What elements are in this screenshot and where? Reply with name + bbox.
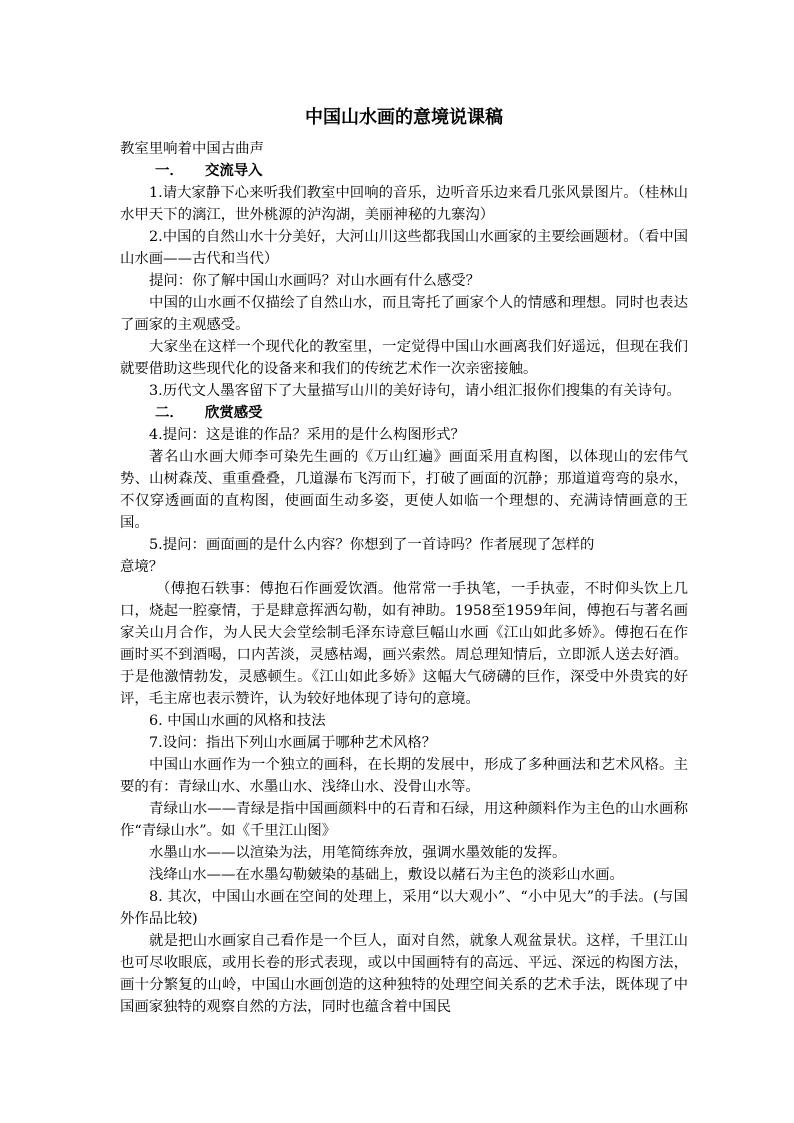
document-body xyxy=(120,138,688,1018)
document-title: 中国山水画的意境说课稿 xyxy=(305,107,503,128)
paragraph: 就是把山水画家自己看作是一个巨人，面对自然，就象人观盆景状。这样，千里江山也可尽收眼底，或用长卷的形式表现，或以中国画特有的高远、平远、深远的构图方法，画十分繁复的山岭，中国山水画创造的这种独特的处理空间关系的艺术手法，既体现了中国画家独特的观察自然的方法，同时也蕴含着中国民 xyxy=(120,933,688,1015)
section-heading-3: 6. 中国山水画的风格和技法 xyxy=(149,713,326,729)
paragraph-intro: 教室里响着中国古曲声 xyxy=(120,141,264,157)
paragraph: 中国山水画作为一个独立的画科，在长期的发展中，形成了多种画法和艺术风格。主要的有：青绿山水、水墨山水、浅绛山水、没骨山水等。 xyxy=(120,757,688,795)
section-number: 二． xyxy=(155,404,184,421)
section-heading-1 xyxy=(120,160,688,182)
paragraph: 浅绛山水——在水墨勾勒皴染的基础上，敷设以赭石为主色的淡彩山水画。 xyxy=(149,867,624,883)
paragraph: 5.提问：画面画的是什么内容？你想到了一首诗吗？作者展现了怎样的 xyxy=(149,537,595,553)
section-number: 一． xyxy=(155,162,184,179)
section-heading-2 xyxy=(120,402,688,424)
section-title: 交流导入 xyxy=(205,162,263,179)
paragraph: 4.提问：这是谁的作品？采用的是什么构图形式？ xyxy=(149,427,465,443)
paragraph: 1.请大家静下心来听我们教室中回响的音乐，边听音乐边来看几张风景图片。（桂林山水甲天下的漓江，世外桃源的泸沟湖，美丽神秘的九寨沟） xyxy=(120,185,688,223)
paragraph: 中国的山水画不仅描绘了自然山水，而且寄托了画家个人的情感和理想。同时也表达了画家的主观感受。 xyxy=(120,295,688,333)
section-title: 欣赏感受 xyxy=(205,404,263,421)
paragraph: 青绿山水——青绿是指中国画颜料中的石青和石绿，用这种颜料作为主色的山水画称作“青绿山水”。如《千里江山图》 xyxy=(120,801,688,839)
paragraph: 水墨山水——以渲染为法，用笔简练奔放，强调水墨效能的发挥。 xyxy=(149,845,567,861)
paragraph: 8. 其次，中国山水画在空间的处理上，采用“以大观小”、“小中见大”的手法。(与国外作品比较) xyxy=(120,889,688,927)
paragraph: 2.中国的自然山水十分美好，大河山川这些都我国山水画家的主要绘画题材。（看中国山水画——古代和当代） xyxy=(120,229,688,267)
paragraph: 意境？ xyxy=(120,559,164,575)
paragraph: 7.设问：指出下列山水画属于哪种艺术风格？ xyxy=(149,735,437,751)
paragraph: 3.历代文人墨客留下了大量描写山川的美好诗句，请小组汇报你们搜集的有关诗句。 xyxy=(149,383,681,399)
paragraph: 著名山水画大师李可染先生画的《万山红遍》画面采用直构图，以体现山的宏伟气势、山树森茂、重重叠叠，几道瀑布飞泻而下，打破了画面的沉静；那道道弯弯的泉水，不仅穿透画面的直构图，使画面生动多姿，更使人如临一个理想的、充满诗情画意的王国。 xyxy=(120,449,688,531)
paragraph: 提问：你了解中国山水画吗？对山水画有什么感受？ xyxy=(149,273,480,289)
paragraph: 大家坐在这样一个现代化的教室里，一定觉得中国山水画离我们好遥远，但现在我们就要借助这些现代化的设备来和我们的传统艺术作一次亲密接触。 xyxy=(120,339,688,377)
paragraph-anecdote: （傅抱石轶事：傅抱石作画爱饮酒。他常常一手执笔，一手执壶，不时仰头饮上几口，烧起一腔豪情，于是肆意挥洒勾勒，如有神助。1958至1959年间，傅抱石与著名画家关山月合作，为人民大会堂绘制毛泽东诗意巨幅山水画《江山如此多娇》。傅抱石在作画时买不到酒喝，口内苦淡，灵感枯竭，画兴索然。周总理知情后，立即派人送去好酒。于是他激情勃发，灵感顿生。《江山如此多娇》这幅大气磅礴的巨作，深受中外贵宾的好评，毛主席也表示赞许，认为较好地体现了诗句的意境。 xyxy=(120,581,688,707)
